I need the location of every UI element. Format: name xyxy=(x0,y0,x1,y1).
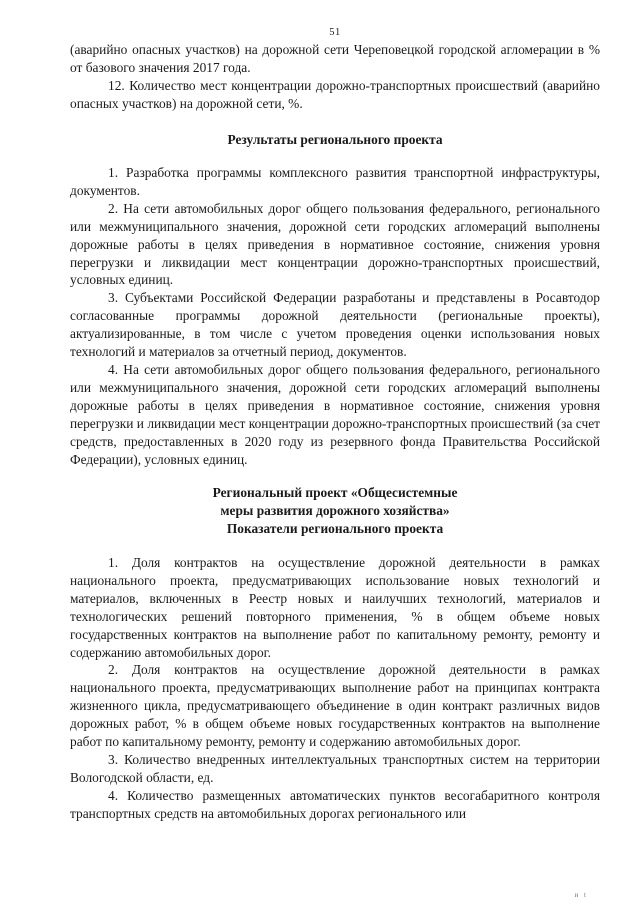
indicator-item-1: 1. Доля контрактов на осуществление дорожной деятельности в рамках национального проекта, предусматривающих использование новых технологий и материалов, включенных в Реестр новых и наилучших технологий, материалов и технологических решений повторного применения, % в общем объеме новых государственных контрактов на выполнение работ по капитальному ремонту, ремонту и содержанию автомобильных дорог. xyxy=(70,555,600,660)
indicator-item-4: 4. Количество размещенных автоматических пунктов весогабаритного контроля транспортных средств на автомобильных дорогах регионального или xyxy=(70,787,600,821)
project-heading-line-1: Региональный проект «Общесистемные xyxy=(212,485,458,500)
indicators-list xyxy=(70,554,600,823)
results-item-2: 2. На сети автомобильных дорог общего пользования федерального, регионального или межмуниципального значения, дорожной сети городских агломераций выполнены дорожные работы в целях приведения в нормативное состояние, снижения уровня перегрузки и ликвидации мест концентрации дорожно-транспортных происшествий, условных единиц. xyxy=(70,200,600,288)
project-heading-block xyxy=(70,484,600,538)
results-item-3: 3. Субъектами Российской Федерации разработаны и представлены в Росавтодор согласованные программы дорожной деятельности (региональные проекты), актуализированные, в том числе с учетом проведения оценки использования новых технологий и материалов за отчетный период, документов. xyxy=(70,290,600,360)
intro-paragraph-continuation: (аварийно опасных участков) на дорожной сети Череповецкой городской агломерации в % от базового значения 2017 года. xyxy=(70,42,600,75)
results-heading: Результаты регионального проекта xyxy=(227,132,443,147)
intro-paragraph-item-12: 12. Количество мест концентрации дорожно-транспортных происшествий (аварийно опасных участков) на дорожной сети, %. xyxy=(70,77,600,111)
corner-scan-mark: и t xyxy=(574,891,588,899)
results-list xyxy=(70,164,600,468)
page-number: 51 xyxy=(329,27,341,38)
document-page xyxy=(70,0,600,905)
indicator-item-3: 3. Количество внедренных интеллектуальных транспортных систем на территории Вологодской области, ед. xyxy=(70,751,600,785)
results-item-1: 1. Разработка программы комплексного развития транспортной инфраструктуры, документов. xyxy=(70,165,600,198)
intro-block xyxy=(70,41,600,113)
results-item-4: 4. На сети автомобильных дорог общего пользования федерального, регионального или межмуниципального значения, дорожной сети городских агломераций выполнены дорожные работы в целях приведения в нормативное состояние, снижения уровня перегрузки и ликвидации мест концентрации дорожно-транспортных происшествий (за счет средств, предоставленных в 2020 году из резервного фонда Правительства Российской Федерации), условных единиц. xyxy=(70,361,600,467)
indicators-heading: Показатели регионального проекта xyxy=(226,520,444,536)
project-heading-line-2: меры развития дорожного хозяйства» xyxy=(220,502,450,518)
indicator-item-2: 2. Доля контрактов на осуществление дорожной деятельности в рамках национального проекта, предусматривающих выполнение работ на принципах контракта жизненного цикла, предусматривающего объединение в один контракт различных видов дорожных работ, % в общем объеме новых государственных контрактов на выполнение работ по капитальному ремонту, ремонту и содержанию автомобильных дорог. xyxy=(70,662,600,750)
results-heading-block xyxy=(70,131,600,149)
